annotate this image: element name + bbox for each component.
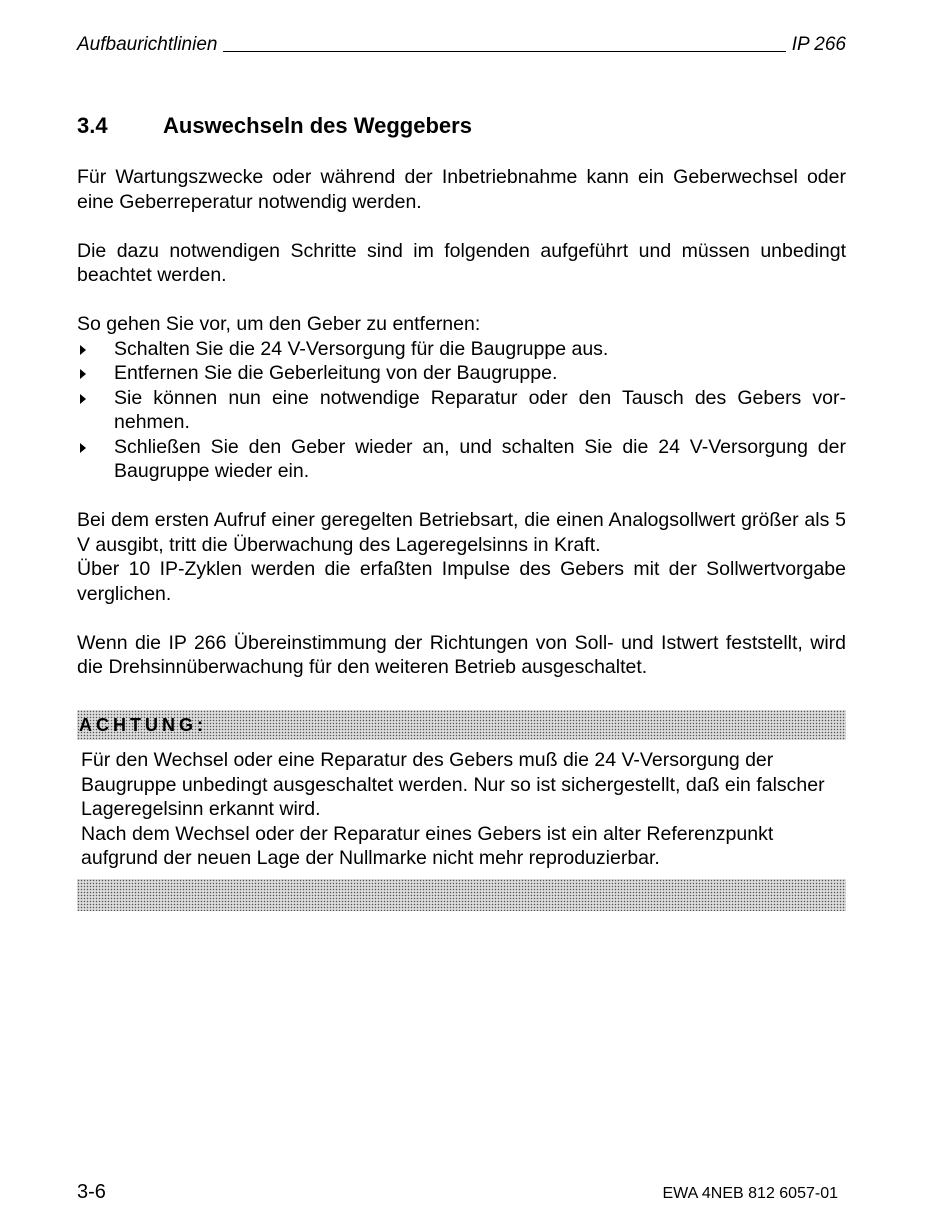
header-product-name: IP 266: [791, 34, 846, 55]
paragraph-monitoring: Bei dem ersten Aufruf einer geregelten Betriebsart, die einen Analogsollwert größer als 5 V ausgibt, tritt die Überwachung des Lageregelsinns in Kraft.: [77, 509, 846, 556]
warning-text-power: Für den Wechsel oder eine Reparatur des Gebers muß die 24 V-Versorgung der Baugruppe unbedingt ausgeschaltet werden. Nur so ist sichergestellt, daß ein falscher Lageregelsinn erkannt wird.: [81, 749, 825, 820]
bullet-triangle-icon: [80, 394, 86, 404]
section-title: Auswechseln des Weggebers: [163, 113, 472, 138]
paragraph-steps-intro: So gehen Sie vor, um den Geber zu entfernen:: [77, 313, 481, 335]
paragraph-direction: Wenn die IP 266 Übereinstimmung der Richtungen von Soll- und Istwert feststellt, wird die Drehsinnüberwachung für den weiteren Betrieb ausgeschaltet.: [77, 631, 846, 678]
paragraph-steps-note: Die dazu notwendigen Schritte sind im folgenden aufgeführt und müssen unbedingt beachtet werden.: [77, 239, 846, 286]
warning-header-bar: [77, 710, 846, 740]
list-item: [77, 337, 846, 362]
page-header: [77, 30, 846, 56]
list-item-text: Entfernen Sie die Geberleitung von der Baugruppe.: [114, 362, 558, 384]
body-content: [77, 165, 846, 704]
header-chapter-title: Aufbaurichtlinien: [77, 34, 218, 55]
document-id: EWA 4NEB 812 6057-01: [662, 1185, 838, 1202]
page-number: 3-6: [77, 1181, 106, 1203]
list-item: [77, 361, 846, 386]
bullet-triangle-icon: [80, 369, 86, 379]
section-number: 3.4: [77, 113, 108, 138]
section-heading: [77, 113, 472, 139]
list-item-text: Schalten Sie die 24 V-Versorgung für die Baugruppe aus.: [114, 337, 609, 360]
list-item-text: Schließen Sie den Geber wieder an, und schalten Sie die 24 V-Versorgung der Baugruppe wieder ein.: [114, 435, 846, 482]
warning-box: [77, 710, 846, 911]
list-item: [77, 435, 846, 484]
warning-body: [77, 740, 846, 877]
bullet-triangle-icon: [80, 443, 86, 453]
header-rule: [223, 51, 785, 52]
warning-label: ACHTUNG:: [79, 714, 207, 735]
list-item: [77, 386, 846, 435]
bullet-triangle-icon: [80, 345, 86, 355]
warning-footer-bar: [77, 879, 846, 911]
paragraph-cycles: Über 10 IP-Zyklen werden die erfaßten Impulse des Gebers mit der Sollwertvorgabe verglichen.: [77, 558, 846, 605]
steps-list: [77, 337, 846, 484]
paragraph-purpose: Für Wartungszwecke oder während der Inbetriebnahme kann ein Geberwechsel oder eine Geberreperatur notwendig werden.: [77, 166, 846, 213]
list-item-text: Sie können nun eine notwendige Reparatur oder den Tausch des Gebers vornehmen.: [114, 386, 846, 433]
warning-text-reference: Nach dem Wechsel oder der Reparatur eines Gebers ist ein alter Referenzpunkt aufgrund der neuen Lage der Nullmarke nicht mehr reproduzierbar.: [81, 822, 774, 869]
